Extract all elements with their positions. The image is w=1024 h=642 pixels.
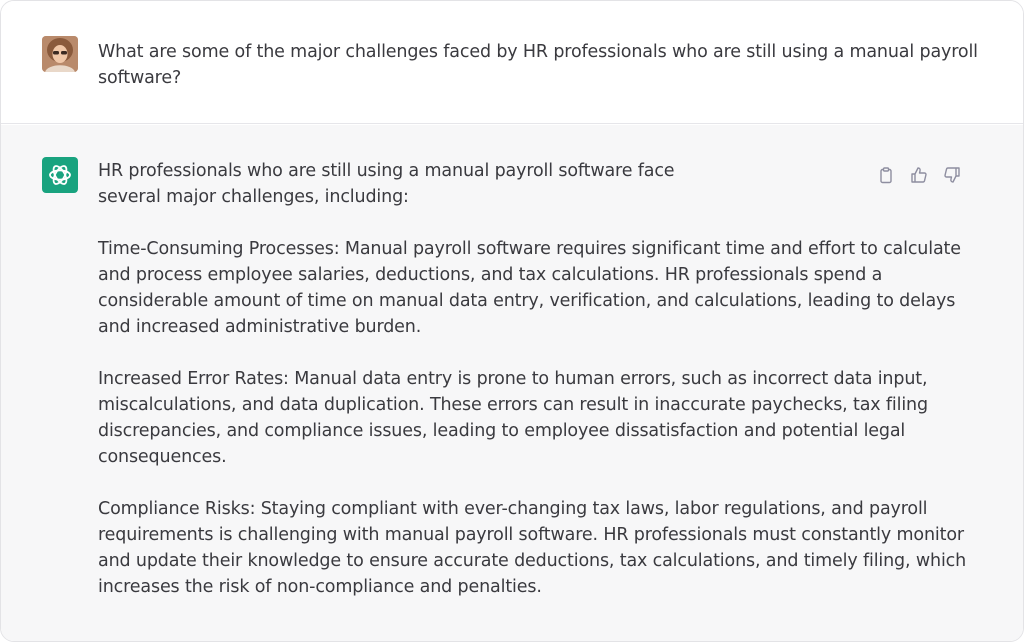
thumbs-up-button[interactable] — [909, 165, 929, 185]
message-actions — [876, 165, 962, 185]
user-message-text: What are some of the major challenges faced by HR professionals who are still using a manual payroll software? — [98, 42, 978, 88]
copy-button[interactable] — [876, 165, 896, 185]
thumbs-up-icon — [910, 166, 928, 184]
assistant-message-row — [1, 125, 1023, 642]
answer-paragraph-time-consuming: Time-Consuming Processes: Manual payroll software requires significant time and effort to calculate and process employee salaries, deductions, and tax calculations. HR professionals spend a considerable amount of time on manual data entry, verification, and calculations, leading to delays and increased administrative burden. — [98, 239, 961, 337]
user-avatar — [42, 36, 78, 72]
chatgpt-logo-icon — [42, 157, 78, 193]
user-message-row — [1, 1, 1023, 124]
answer-intro: HR professionals who are still using a manual payroll software face several major challenges, including: — [98, 161, 675, 207]
answer-paragraph-error-rates: Increased Error Rates: Manual data entry is prone to human errors, such as incorrect data input, miscalculations, and data duplication. These errors can result in inaccurate paychecks, tax filing discrepancies, and compliance issues, leading to employee dissatisfaction and potential legal consequences. — [98, 369, 928, 467]
thumbs-down-button[interactable] — [942, 165, 962, 185]
answer-paragraph-compliance: Compliance Risks: Staying compliant with ever-changing tax laws, labor regulations, and payroll requirements is challenging with manual payroll software. HR professionals must constantly monitor and update their knowledge to ensure accurate deductions, tax calculations, and timely filing, which increases the risk of non-compliance and penalties. — [98, 499, 967, 597]
clipboard-icon — [877, 166, 895, 184]
thumbs-down-icon — [943, 166, 961, 184]
assistant-message-text — [98, 158, 984, 600]
